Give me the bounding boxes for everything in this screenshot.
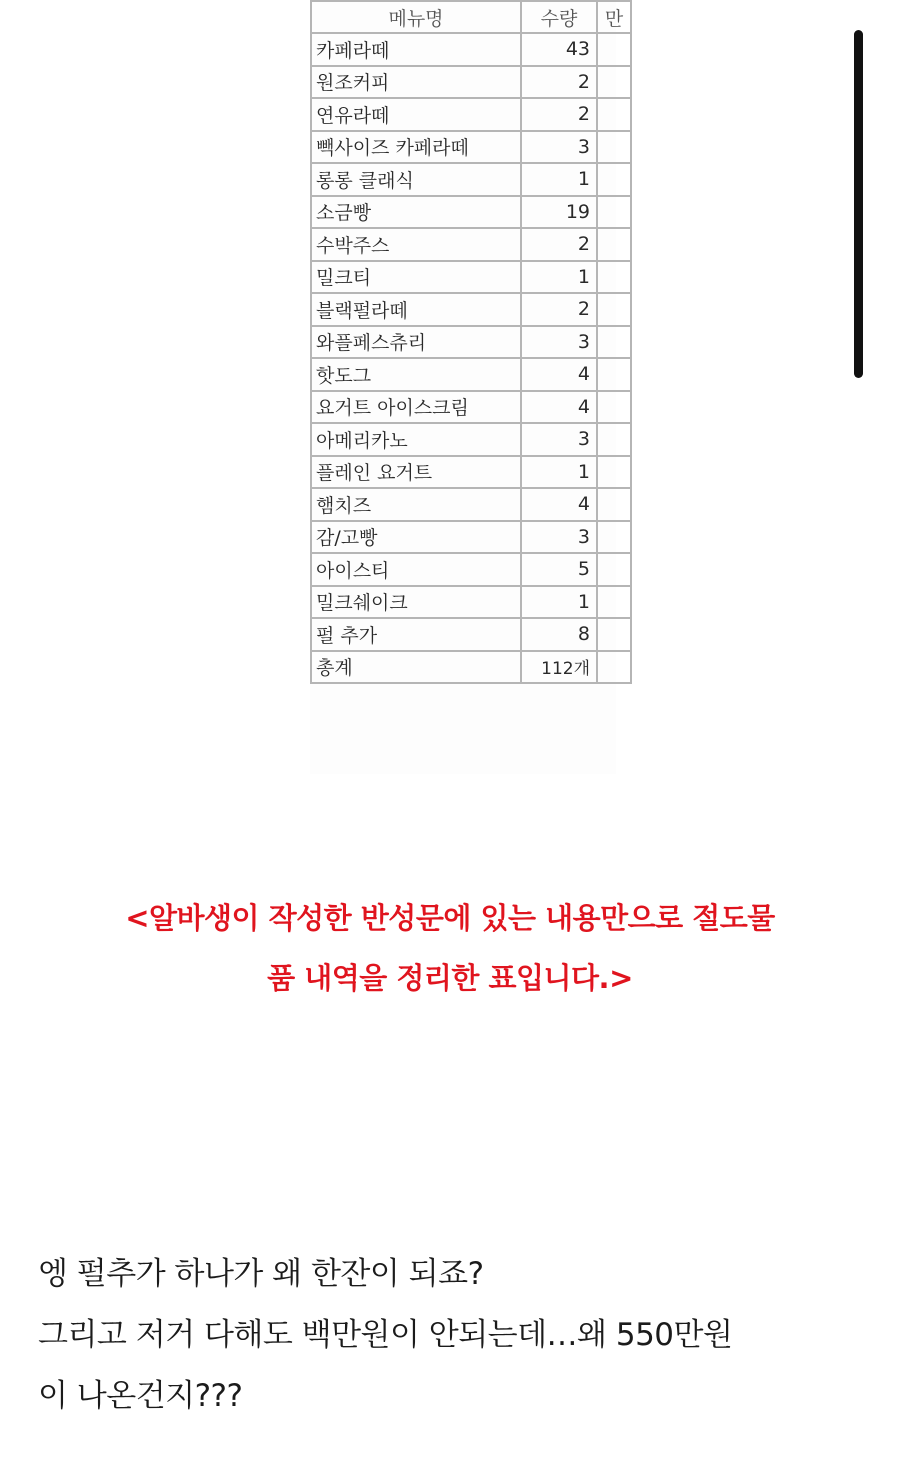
table-row (311, 228, 631, 261)
table-row (311, 326, 631, 359)
menu-name-cell: 블랙펄라떼 (311, 293, 521, 326)
quantity-cell: 43 (521, 33, 597, 66)
table-caption (0, 888, 900, 1008)
table-row (311, 391, 631, 424)
quantity-cell: 4 (521, 488, 597, 521)
menu-name-cell: 수박주스 (311, 228, 521, 261)
quantity-cell: 19 (521, 196, 597, 229)
menu-name-cell: 연유라떼 (311, 98, 521, 131)
table-row (311, 456, 631, 489)
extra-cell (597, 456, 631, 489)
quantity-cell: 1 (521, 456, 597, 489)
quantity-cell: 3 (521, 131, 597, 164)
menu-table (310, 0, 632, 684)
total-row (311, 651, 631, 684)
quantity-cell: 3 (521, 423, 597, 456)
menu-name-cell: 플레인 요거트 (311, 456, 521, 489)
quantity-cell: 4 (521, 358, 597, 391)
menu-table-image (310, 0, 624, 774)
table-header-row (311, 1, 631, 33)
menu-name-cell: 핫도그 (311, 358, 521, 391)
extra-cell (597, 228, 631, 261)
quantity-cell: 3 (521, 326, 597, 359)
extra-cell (597, 618, 631, 651)
extra-cell (597, 33, 631, 66)
table-row (311, 553, 631, 586)
post-body-text (38, 1244, 878, 1427)
quantity-cell: 2 (521, 98, 597, 131)
extra-cell (597, 293, 631, 326)
quantity-cell: 3 (521, 521, 597, 554)
menu-name-cell: 와플페스츄리 (311, 326, 521, 359)
extra-cell (597, 358, 631, 391)
quantity-cell: 2 (521, 66, 597, 99)
extra-cell (597, 261, 631, 294)
quantity-cell: 2 (521, 293, 597, 326)
table-row (311, 358, 631, 391)
extra-cell (597, 651, 631, 684)
quantity-cell: 1 (521, 261, 597, 294)
header-menu-name: 메뉴명 (311, 1, 521, 33)
menu-name-cell: 빽사이즈 카페라떼 (311, 131, 521, 164)
menu-name-cell: 감/고빵 (311, 521, 521, 554)
menu-name-cell: 원조커피 (311, 66, 521, 99)
table-row (311, 98, 631, 131)
extra-cell (597, 326, 631, 359)
table-row (311, 261, 631, 294)
body-line-3: 이 나온건지??? (38, 1378, 243, 1414)
extra-cell (597, 131, 631, 164)
extra-cell (597, 423, 631, 456)
menu-name-cell: 소금빵 (311, 196, 521, 229)
header-extra: 만 (597, 1, 631, 33)
table-row (311, 66, 631, 99)
table-row (311, 423, 631, 456)
quantity-cell: 4 (521, 391, 597, 424)
menu-name-cell: 햄치즈 (311, 488, 521, 521)
quantity-cell: 1 (521, 586, 597, 619)
extra-cell (597, 586, 631, 619)
extra-cell (597, 163, 631, 196)
menu-name-cell: 펄 추가 (311, 618, 521, 651)
table-row (311, 163, 631, 196)
scroll-indicator[interactable] (854, 30, 863, 378)
table-row (311, 618, 631, 651)
table-row (311, 586, 631, 619)
menu-name-cell: 밀크쉐이크 (311, 586, 521, 619)
body-line-2: 그리고 저거 다해도 백만원이 안되는데…왜 550만원 (38, 1317, 733, 1353)
menu-name-cell: 밀크티 (311, 261, 521, 294)
table-row (311, 196, 631, 229)
table-row (311, 131, 631, 164)
quantity-cell: 2 (521, 228, 597, 261)
menu-name-cell: 요거트 아이스크림 (311, 391, 521, 424)
header-quantity: 수량 (521, 1, 597, 33)
table-row (311, 293, 631, 326)
caption-line-2: 품 내역을 정리한 표입니다.> (267, 961, 633, 995)
extra-cell (597, 196, 631, 229)
table-row (311, 521, 631, 554)
table-row (311, 488, 631, 521)
quantity-cell: 1 (521, 163, 597, 196)
extra-cell (597, 553, 631, 586)
menu-name-cell: 아메리카노 (311, 423, 521, 456)
menu-name-cell: 카페라떼 (311, 33, 521, 66)
extra-cell (597, 66, 631, 99)
body-line-1: 엥 펄추가 하나가 왜 한잔이 되죠? (38, 1256, 484, 1292)
extra-cell (597, 98, 631, 131)
quantity-cell: 8 (521, 618, 597, 651)
caption-line-1: <알바생이 작성한 반성문에 있는 내용만으로 절도물 (125, 901, 775, 935)
total-label-cell: 총계 (311, 651, 521, 684)
extra-cell (597, 391, 631, 424)
menu-name-cell: 아이스티 (311, 553, 521, 586)
quantity-cell: 5 (521, 553, 597, 586)
total-quantity-cell: 112개 (521, 651, 597, 684)
extra-cell (597, 521, 631, 554)
menu-name-cell: 롱롱 클래식 (311, 163, 521, 196)
table-row (311, 33, 631, 66)
extra-cell (597, 488, 631, 521)
